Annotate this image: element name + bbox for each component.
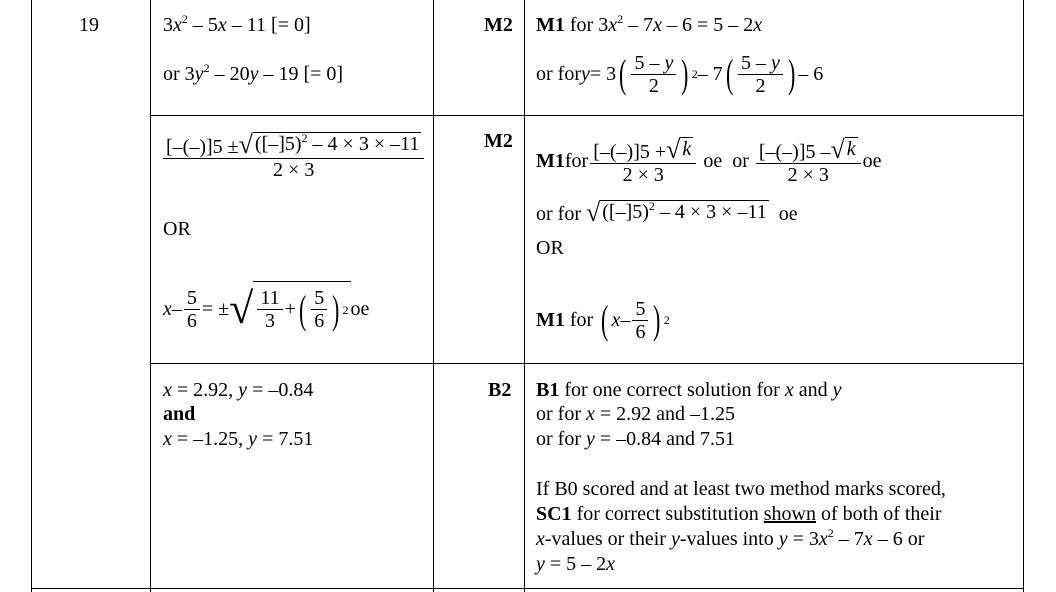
question-number: 19 bbox=[79, 14, 99, 36]
row3-working-and: and bbox=[163, 403, 196, 425]
row2-mark: M2 bbox=[484, 130, 513, 152]
table-border-left bbox=[31, 0, 32, 592]
row3-guidance-p2-line3: x-values or their y-values into $y = 3x^2 - 7x - 6$ or bbox=[536, 526, 925, 550]
completing-square-working: x – $\frac{5}{6}$ = ± √ $\frac{11}{3}$ + ( $\frac{5}{6}$ ) 2 oe bbox=[163, 276, 369, 342]
quadratic-formula-working: [–(–)]5 ± √ $([-]5)^2 - 4 \times 3 \times -11$ 2 × 3 bbox=[163, 132, 424, 181]
row-divider-1 bbox=[150, 115, 1024, 116]
row-divider-2 bbox=[150, 363, 1024, 364]
row3-working-line3: x = –1.25, y = 7.51 bbox=[163, 428, 314, 450]
row3-guidance-p2-line1: If B0 scored and at least two method marks scored, bbox=[536, 478, 946, 500]
row3-working-line1: x = 2.92, y = –0.84 bbox=[163, 379, 314, 401]
row1-working-line1: $3x^2 - 5x - 11$ [= 0] bbox=[163, 12, 311, 36]
column-divider-2 bbox=[433, 0, 434, 592]
row3-guidance-p2-line4: y = 5 – 2x bbox=[536, 553, 616, 575]
table-bottom-border bbox=[31, 588, 1024, 589]
row1-guidance-line1: M1 for $3x^2 - 7x - 6 = 5 - 2x$ bbox=[536, 12, 763, 36]
row1-mark: M2 bbox=[484, 14, 513, 36]
row3-guidance-line1: B1 for one correct solution for x and y bbox=[536, 379, 842, 401]
row3-guidance-line2: or for x = 2.92 and –1.25 bbox=[536, 403, 736, 425]
row2-guidance-or: OR bbox=[536, 237, 564, 259]
row3-guidance-p2-line2: SC1 for correct substitution shown of both of their bbox=[536, 503, 942, 525]
column-divider-3 bbox=[524, 0, 525, 592]
row3-guidance-line3: or for y = –0.84 and 7.51 bbox=[536, 428, 736, 450]
row2-guidance-line4: M1 for ( x – $\frac{5}{6}$ ) 2 bbox=[536, 297, 670, 343]
row1-guidance-line2: or for y = 3 ( $\frac{5 - y}{2}$ ) 2 – 7 ( $\frac{5 - y}{2}$ ) – 6 bbox=[536, 51, 824, 97]
row1-working-line2: or $3y^2 - 20y - 19$ [= 0] bbox=[163, 61, 344, 85]
row3-mark: B2 bbox=[488, 379, 512, 401]
column-divider-1 bbox=[150, 0, 151, 592]
row2-or: OR bbox=[163, 218, 191, 240]
row2-guidance-line1: M1 for [–(–)]5 + √ k 2 × 3 oe or [–(–)]5 – √ k 2 × 3 oe bbox=[536, 134, 882, 186]
row2-guidance-line2: or for √ $([-]5)^2 - 4 \times 3 \times -11$ oe bbox=[536, 198, 798, 227]
table-border-right bbox=[1023, 0, 1024, 592]
